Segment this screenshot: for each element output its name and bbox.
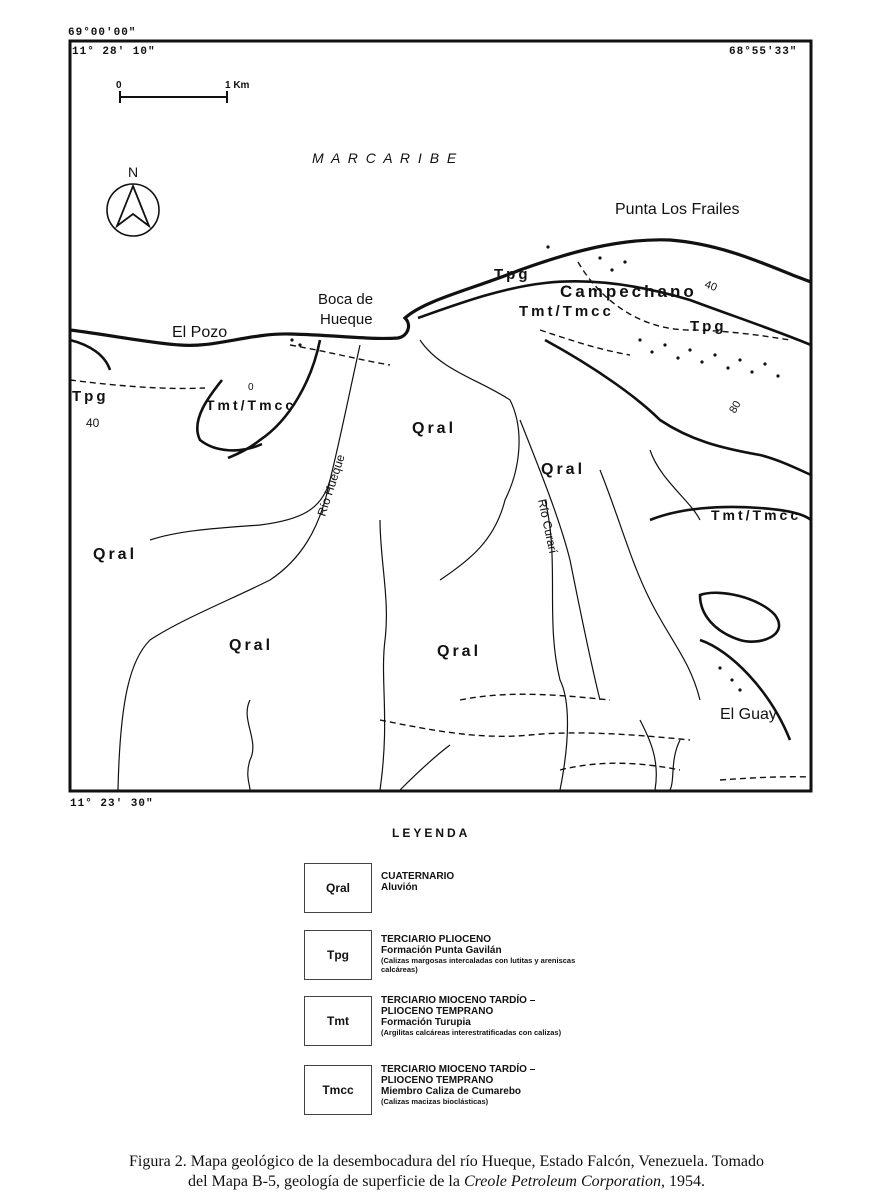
punta-los-frailes-label: Punta Los Frailes — [615, 201, 740, 218]
unit-tpg-east: Tpg — [690, 318, 727, 335]
unit-tpg-north: Tpg — [494, 266, 531, 283]
legend-line3: Miembro Caliza de Cumarebo — [381, 1086, 522, 1097]
legend-line1: TERCIARIO MIOCENO TARDÍO – — [381, 1064, 536, 1075]
legend-title: LEYENDA — [392, 826, 471, 840]
legend-text — [381, 1064, 581, 1106]
unit-tpg-west: Tpg — [72, 388, 109, 405]
scale-start: 0 — [116, 80, 122, 91]
dip-value: 80 — [727, 398, 744, 416]
coord-top-left-inner: 11° 28' 10" — [72, 46, 156, 58]
legend-line1: TERCIARIO PLIOCENO — [381, 934, 492, 945]
scale-end: 1 Km — [225, 80, 250, 91]
legend-line1: TERCIARIO MIOCENO TARDÍO – — [381, 995, 536, 1006]
coord-bottom-left: 11° 23' 30" — [70, 798, 154, 810]
north-arrow-icon — [107, 164, 159, 236]
unit-qral-3: Qral — [93, 546, 138, 563]
legend-line2: PLIOCENO TEMPRANO — [381, 1006, 494, 1017]
caption-text-2: del Mapa B-5, geología de superficie de la — [188, 1173, 464, 1190]
dip-value: 0 — [248, 382, 254, 393]
unit-qral-1: Qral — [412, 420, 457, 437]
legend-note: (Calizas margosas intercaladas con lutitas y areniscas calcáreas) — [381, 956, 576, 974]
legend-line2: PLIOCENO TEMPRANO — [381, 1075, 494, 1086]
legend-line3: Formación Turupia — [381, 1017, 471, 1028]
coord-top-left-outer: 69°00'00" — [68, 27, 137, 39]
legend-swatch: Tmcc — [304, 1065, 372, 1115]
legend-text — [381, 995, 581, 1037]
unit-tmt-east: Tmt/Tmcc — [711, 507, 802, 523]
legend-swatch: Tmt — [304, 996, 372, 1046]
el-pozo-label: El Pozo — [172, 324, 228, 341]
legend-line2: Formación Punta Gavilán — [381, 945, 502, 956]
coord-top-right: 68°55'33" — [729, 46, 798, 58]
north-label: N — [128, 164, 139, 180]
caption-line-1: Figura 2. Mapa geológico de la desembocadura del río Hueque, Estado Falcón, Venezuela. Tomado — [129, 1153, 764, 1170]
legend-text — [381, 934, 581, 974]
legend-note: (Calizas macizas bioclásticas) — [381, 1097, 489, 1106]
unit-qral-4: Qral — [229, 637, 274, 654]
sea-label: M A R C A R I B E — [312, 150, 459, 166]
legend-note: (Argilitas calcáreas interestratificadas con calizas) — [381, 1028, 562, 1037]
rio-curari-label: Río Curarí — [535, 497, 561, 555]
caption-italic: Creole Petroleum Corporation — [463, 1173, 661, 1190]
contacts — [70, 278, 811, 740]
scale-bar — [116, 80, 250, 103]
figure-caption — [0, 1152, 893, 1192]
unit-qral-2: Qral — [541, 461, 586, 478]
legend-text — [381, 871, 581, 893]
campechano-label: Campechano — [560, 282, 697, 301]
caption-line-2 — [0, 1172, 893, 1192]
unit-qral-5: Qral — [437, 643, 482, 660]
hueque-label: Hueque — [320, 311, 373, 328]
unit-tmt-west: Tmt/Tmcc — [206, 397, 297, 413]
rio-hueque-label: Río Hueque — [314, 452, 348, 518]
boca-de-label: Boca de — [318, 291, 374, 308]
legend-line2: Aluvión — [381, 882, 418, 893]
unit-tmt-north: Tmt/Tmcc — [519, 303, 614, 320]
dip-value: 40 — [86, 416, 100, 430]
dip-value: 40 — [702, 278, 719, 295]
legend-swatch: Qral — [304, 863, 372, 913]
legend-line1: CUATERNARIO — [381, 871, 455, 882]
caption-text-3: , 1954. — [660, 1173, 705, 1190]
el-guay-label: El Guay — [720, 706, 777, 723]
legend-swatch: Tpg — [304, 930, 372, 980]
